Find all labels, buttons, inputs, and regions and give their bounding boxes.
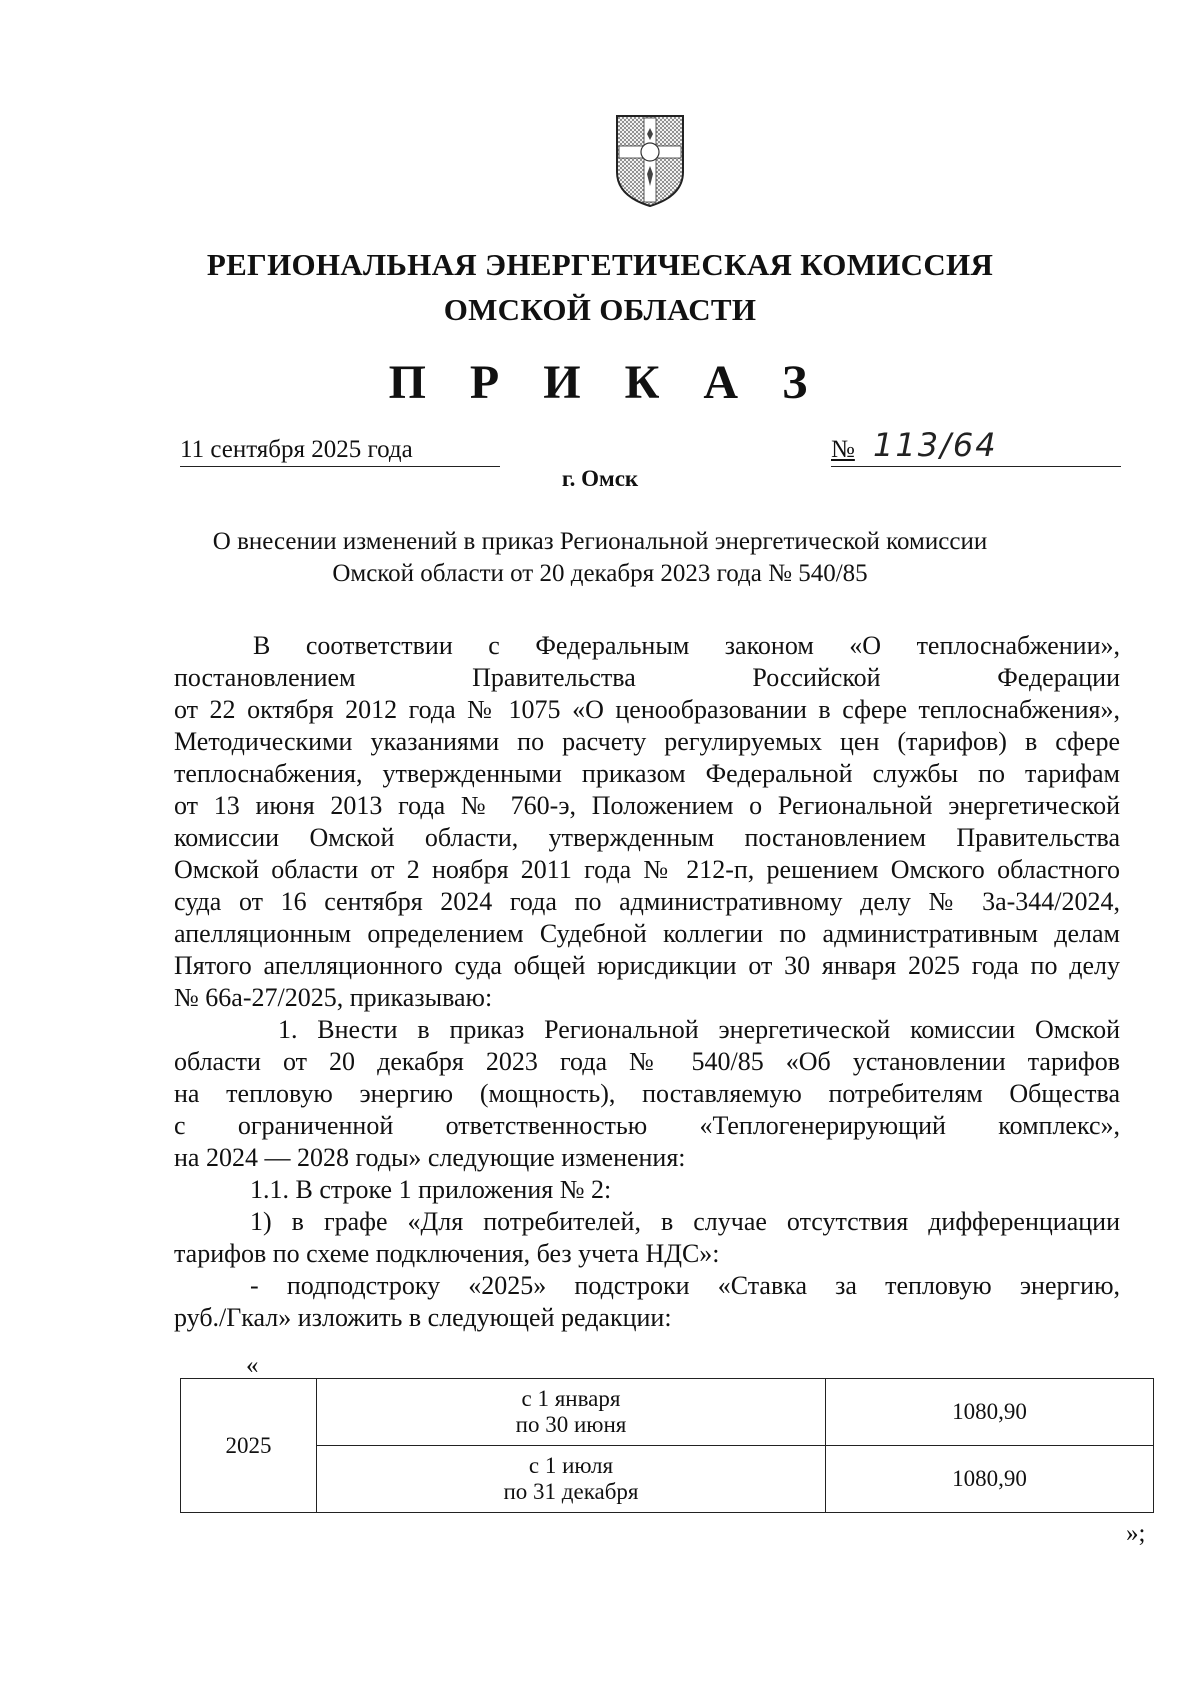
coat-of-arms-emblem (611, 110, 689, 210)
body-line: Методическими указаниями по расчету регулируемых цен (тарифов) в сфере (174, 727, 1120, 756)
document-number-field (831, 426, 1121, 467)
body-line: комиссии Омской области, утвержденным постановлением Правительства (174, 823, 1120, 852)
body-line: руб./Гкал» изложить в следующей редакции: (174, 1303, 672, 1332)
period-cell (317, 1379, 826, 1446)
body-line: 1) в графе «Для потребителей, в случае отсутствия дифференциации (250, 1207, 1120, 1236)
subject-line: О внесении изменений в приказ Региональной энергетической комиссии (212, 528, 988, 555)
body-line: от 13 июня 2013 года № 760-э, Положением о Региональной энергетической (174, 791, 1120, 820)
city-name: г. Омск (561, 466, 639, 491)
table-row (181, 1446, 1154, 1513)
year-cell: 2025 (181, 1379, 317, 1513)
body-line: № 66а-27/2025, приказываю: (174, 983, 493, 1012)
document-type-title: П Р И К А З (388, 356, 824, 409)
document-date: 11 сентября 2025 года (180, 436, 500, 467)
body-line: с ограниченной ответственностью «Теплогенерирующий комплекс», (174, 1111, 1120, 1140)
organization-name-line1: РЕГИОНАЛЬНАЯ ЭНЕРГЕТИЧЕСКАЯ КОМИССИЯ (206, 247, 994, 282)
body-line: области от 20 декабря 2023 года № 540/85 «Об установлении тарифов (174, 1047, 1120, 1076)
body-line: на 2024 — 2028 годы» следующие изменения: (174, 1143, 686, 1172)
body-line: теплоснабжения, утвержденными приказом Федеральной службы по тарифам (174, 759, 1120, 788)
document-number-handwritten: 113/64 (873, 426, 998, 464)
period-cell (317, 1446, 826, 1513)
closing-quote: »; (1126, 1520, 1146, 1547)
body-line: на тепловую энергию (мощность), поставляемую потребителям Общества (174, 1079, 1120, 1108)
number-label: № (831, 436, 855, 463)
body-line: суда от 16 сентября 2024 года по административному делу № 3а-344/2024, (174, 887, 1120, 916)
body-line: В соответствии с Федеральным законом «О теплоснабжении», (253, 631, 1120, 660)
body-line: Омской области от 2 ноября 2011 года № 212-п, решением Омского областного (174, 855, 1120, 884)
body-line: тарифов по схеме подключения, без учета НДС»: (174, 1239, 720, 1268)
tariff-table (180, 1378, 1154, 1513)
opening-quote: « (246, 1352, 259, 1379)
body-line: от 22 октября 2012 года № 1075 «О ценообразовании в сфере теплоснабжения», (174, 695, 1120, 724)
body-line: 1.1. В строке 1 приложения № 2: (250, 1175, 612, 1204)
period-end: по 31 декабря (503, 1479, 639, 1504)
period-end: по 30 июня (515, 1412, 627, 1437)
period-start: с 1 июля (528, 1453, 614, 1478)
document-subject (0, 526, 1200, 590)
body-line: 1. Внести в приказ Региональной энергетической комиссии Омской (278, 1015, 1120, 1044)
subject-line: Омской области от 20 декабря 2023 года № 540/85 (332, 560, 868, 587)
tariff-value-cell: 1080,90 (826, 1379, 1154, 1446)
tariff-value-cell: 1080,90 (826, 1446, 1154, 1513)
body-line: постановлением Правительства Российской Федерации (174, 663, 1120, 692)
body-line: апелляционным определением Судебной коллегии по административным делам (174, 919, 1120, 948)
body-line: - подподстроку «2025» подстроки «Ставка за тепловую энергию, (250, 1271, 1120, 1300)
organization-name-line2: ОМСКОЙ ОБЛАСТИ (443, 292, 757, 327)
table-row (181, 1379, 1154, 1446)
body-line: Пятого апелляционного суда общей юрисдикции от 30 января 2025 года по делу (174, 951, 1120, 980)
period-start: с 1 января (521, 1386, 621, 1411)
